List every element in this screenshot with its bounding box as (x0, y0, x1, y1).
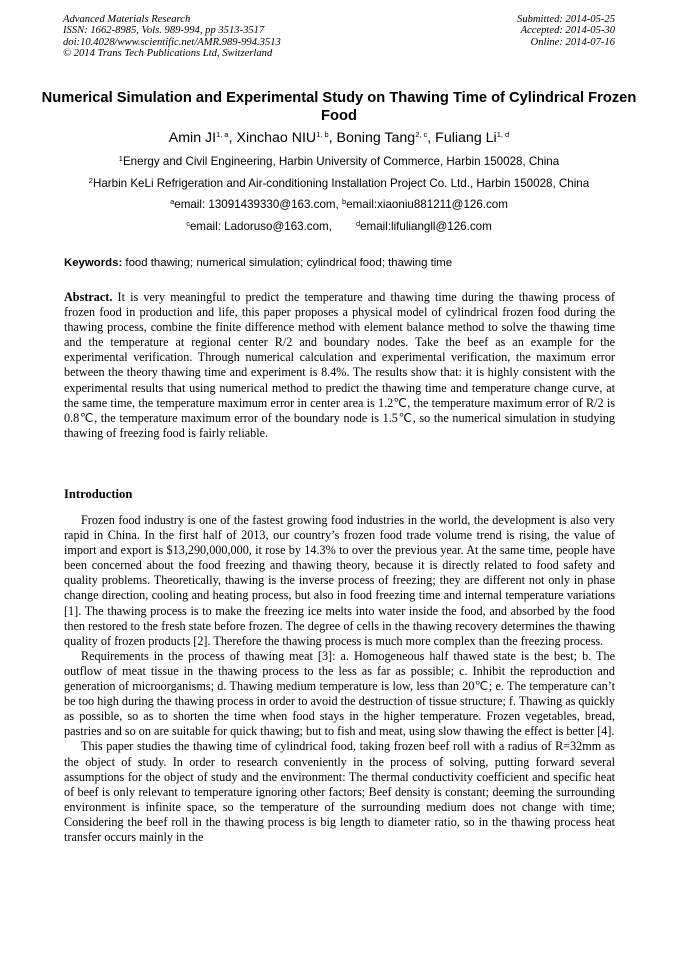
author-separator: , (427, 130, 436, 146)
paragraph: Frozen food industry is one of the fastest growing food industries in the world, the development is also very rapid in China. In the first half of 2013, our country’s frozen food trade volume trend is rising, the value of import and export is $13,290,000,000, it rose by 14.3% to over the previous year. At the same time, people have been concerned about the food freezing and thawing theory, because it is directly related to food safety and quality problems. Theoretically, thawing is the inverse process of freezing; they are different not only in phase change direction, cooling and heating process, but also in food freezing time and internal temperature variations [1]. The thawing process is to make the freezing ice melts into water inside the food, and absorbed by the food then restored to the fresh state before frozen. The degree of cells in the thawing recovery determines the thawing quality of frozen products [2]. Therefore the thawing process is much more complex than the freezing process. (64, 513, 615, 648)
introduction-body (64, 513, 615, 845)
author-name: Amin JI (168, 130, 217, 146)
author-name: Boning Tang (336, 130, 416, 146)
author-separator: , (328, 130, 337, 146)
email-mark: a (170, 197, 175, 206)
keywords-text: food thawing; numerical simulation; cylindrical food; thawing time (122, 257, 453, 269)
affiliation-1 (20, 154, 658, 170)
paper-title: Numerical Simulation and Experimental Study on Thawing Time of Cylindrical Frozen Food (41, 90, 637, 124)
email-row-2 (20, 219, 658, 235)
email-address: email:xiaoniu881211@126.com (346, 198, 508, 211)
submitted-date: Submitted: 2014-05-25 (517, 14, 615, 25)
journal-header-right (517, 14, 615, 48)
affiliation-mark: 1 (118, 154, 123, 163)
paragraph: Requirements in the process of thawing meat [3]: a. Homogeneous half thawed state is the best; b. The outflow of meat tissue in the thawing process to the less as far as possible; c. Inhibit the reproduction and generation of microorganisms; d. Thawing medium temperature is low, less than 20℃; e. The temperature can’t be too high during the thawing process in order to avoid the destruction of tissue structure; f. Thawing as quickly as possible, so as to shorten the time when food stays in the higher temperature. Frozen vegetables, bread, pastries and so on are suitable for quick thawing; but to fish and meat, using slow thawing the effect is better [4]. (64, 648, 615, 739)
accepted-date: Accepted: 2014-05-30 (520, 25, 615, 37)
email-mark: d (355, 219, 361, 228)
keywords (64, 256, 452, 270)
abstract-label: Abstract. (64, 290, 113, 304)
affiliation-2 (20, 176, 658, 192)
email-address: email:lifuliangll@126.com (360, 220, 492, 233)
author-affiliation-mark: 2, c (415, 130, 428, 139)
email-mark: c (186, 219, 190, 228)
author-affiliation-mark: 1, d (496, 130, 510, 139)
author-name: Fuliang Li (435, 130, 497, 146)
email-row-1 (20, 197, 658, 213)
author-list (20, 128, 658, 148)
email-address: email: Ladoruso@163.com, (189, 220, 332, 233)
paragraph: This paper studies the thawing time of cylindrical food, taking frozen beef roll with a radius of R=32mm as the object of study. In order to research conveniently in the process of solving, putting forward several assumptions for the object of study and the environment: The thermal conductivity coefficient and specific heat of beef is only relevant to temperature ignoring other factors; Beef density is constant; deeming the surrounding environment is infinite space, so the temperature of the surrounding medium does not change with time; Considering the beef roll in the thawing process is big length to diameter ratio, so in the thawing process heat transfer occurs mainly in the (64, 739, 615, 844)
doi-line: doi:10.4028/www.scientific.net/AMR.989-994.3513 (63, 36, 281, 48)
author-affiliation-mark: 1, a (216, 130, 229, 139)
affiliation-text: Energy and Civil Engineering, Harbin University of Commerce, Harbin 150028, China (122, 155, 560, 168)
journal-name: Advanced Materials Research (63, 14, 191, 25)
author-name: Xinchao NIU (236, 130, 317, 146)
online-date: Online: 2014-07-16 (530, 36, 615, 48)
copyright-line: © 2014 Trans Tech Publications Ltd, Switzerland (63, 48, 273, 60)
author-affiliation-mark: 1, b (316, 130, 329, 139)
author-separator: , (228, 130, 237, 146)
introduction-heading: Introduction (64, 487, 133, 501)
issn-line: ISSN: 1662-8985, Vols. 989-994, pp 3513-3517 (63, 25, 265, 37)
keywords-label: Keywords: (64, 257, 123, 269)
affiliation-text: Harbin KeLi Refrigeration and Air-conditioning Installation Project Co. Ltd., Harbin 150028, China (92, 177, 590, 190)
abstract (64, 290, 615, 441)
email-address: email: 13091439330@163.com, (174, 198, 343, 211)
abstract-text: It is very meaningful to predict the temperature and thawing time during the thawing process of frozen food in production and life, this paper proposes a physical model of cylindrical frozen food during the thawing process, combine the finite difference method with element balance method to solve the thawing time and the temperature at regional center R/2 and boundary nodes. Take the beef as an example for the experimental verification. Through numerical calculation and experimental verification, the maximum error between the theory thawing time and experiment is 8.4%. The results show that: it is highly consistent with the experimental results that using numerical method to predict the thawing time and temperature change curve, at the same time, the temperature maximum error in center area is 1.2℃, the temperature maximum error of R/2 is 0.8℃, the temperature maximum error of the boundary node is 1.5℃, so the numerical simulation in studying thawing of freezing food is fairly reliable. (64, 290, 615, 440)
affiliation-mark: 2 (88, 176, 93, 185)
email-mark: b (342, 197, 347, 206)
journal-header-left (63, 14, 281, 60)
